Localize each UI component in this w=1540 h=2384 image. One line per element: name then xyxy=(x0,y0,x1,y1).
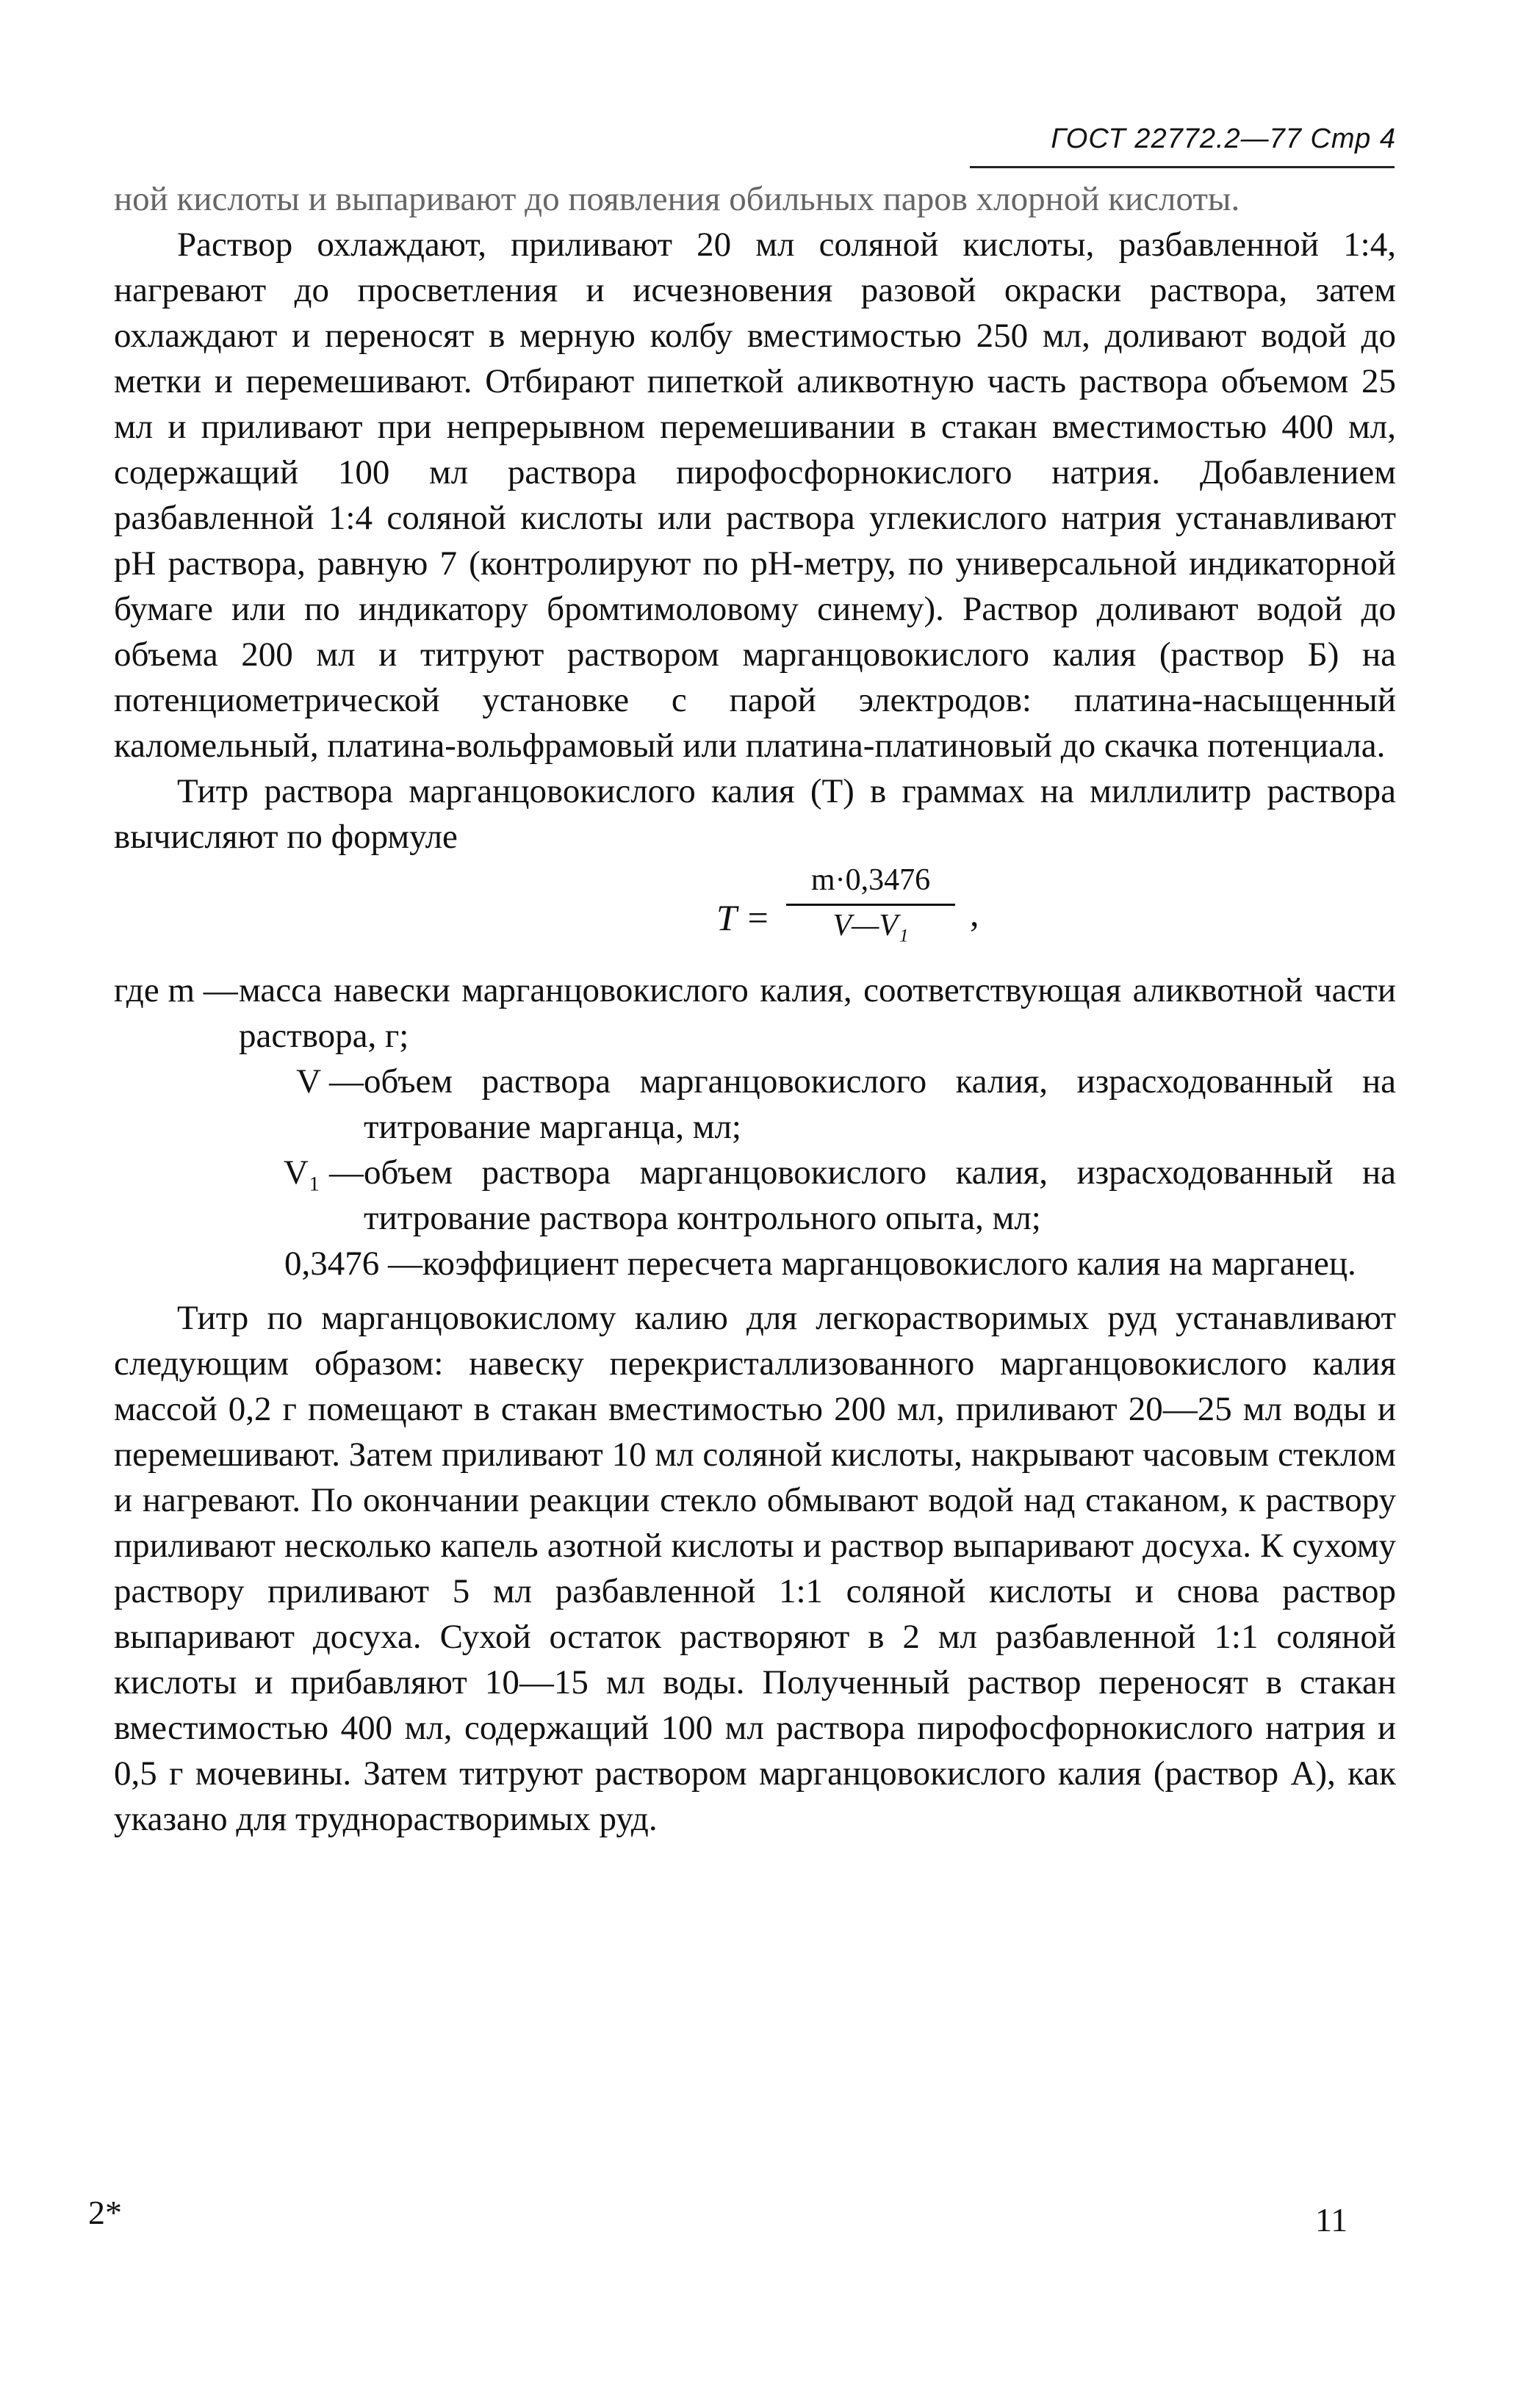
definition-item xyxy=(114,1059,1396,1150)
definition-text: объем раствора марганцовокислого калия, израсходованный на титрование марганца, мл; xyxy=(364,1062,1396,1146)
variable-definitions xyxy=(114,968,1396,1286)
definition-symbol: 0,3476 — xyxy=(284,1245,422,1283)
definition-text: коэффициент пересчета марганцовокислого калия на марганец. xyxy=(422,1245,1356,1283)
formula-comma: , xyxy=(970,893,979,934)
definition-item xyxy=(114,968,1396,1059)
page-body xyxy=(114,176,1396,1842)
page-header: ГОСТ 22772.2—77 Стр 4 xyxy=(1051,123,1396,154)
formula-denominator: V—V₁ xyxy=(832,909,909,943)
formula-lhs: T = xyxy=(716,897,771,938)
paragraph-continuation: ной кислоты и выпаривают до появления обильных паров хлорной кислоты. xyxy=(114,180,1240,218)
definition-text: объем раствора марганцовокислого калия, израсходованный на титрование раствора контрольного опыта, мл; xyxy=(364,1153,1396,1237)
page-number: 11 xyxy=(1315,2201,1348,2239)
paragraph-procedure: Раствор охлаждают, приливают 20 мл соляной кислоты, разбавленной 1:4, нагревают до просветления и исчезновения разовой окраски раствора, затем охлаждают и переносят в мерную колбу вместимостью 250 мл, доливают водой до метки и перемешивают. Отбирают пипеткой аликвотную часть раствора объемом 25 мл и приливают при непрерывном перемешивании в стакан вместимостью 400 мл, содержащий 100 мл раствора пирофосфорнокислого натрия. Добавлением разбавленной 1:4 соляной кислоты или раствора углекислого натрия устанавливают pH раствора, равную 7 (контролируют по pH-метру, по универсальной индикаторной бумаге или по индикатору бромтимоловому синему). Раствор доливают водой до объема 200 мл и титруют раствором марганцовокислого калия (раствор Б) на потенциометрической установке с парой электродов: платина-насыщенный каломельный, платина-вольфрамовый или платина-платиновый до скачка потенциала. xyxy=(114,226,1396,765)
definition-symbol: где m — xyxy=(114,971,238,1009)
definition-item xyxy=(114,1150,1396,1241)
definition-symbol: V — xyxy=(296,1062,364,1101)
formula-fraction-bar xyxy=(786,904,955,906)
paragraph-titer-intro: Титр раствора марганцовокислого калия (T) в граммах на миллилитр раствора вычисляют по формуле xyxy=(114,772,1396,856)
paragraph-titer-easy-ores: Титр по марганцовокислому калию для легкорастворимых руд устанавливают следующим образом: навеску перекристаллизованного марганцовокислого калия массой 0,2 г помещают в стакан вместимостью 200 мл, приливают 20—25 мл воды и перемешивают. Затем приливают 10 мл соляной кислоты, накрывают часовым стеклом и нагревают. По окончании реакции стекло обмывают водой над стаканом, к раствору приливают несколько капель азотной кислоты и раствор выпаривают досуха. К сухому раствору приливают 5 мл разбавленной 1:1 соляной кислоты и снова раствор выпаривают досуха. Сухой остаток растворяют в 2 мл разбавленной 1:1 соляной кислоты и прибавляют 10—15 мл воды. Полученный раствор переносят в стакан вместимостью 400 мл, содержащий 100 мл раствора пирофосфорнокислого натрия и 0,5 г мочевины. Затем титруют раствором марганцовокислого калия (раствор А), как указано для труднорастворимых руд. xyxy=(114,1299,1396,1838)
formula-numerator: m·0,3476 xyxy=(810,863,931,897)
definition-item xyxy=(114,1241,1396,1286)
definition-symbol: V₁ — xyxy=(283,1153,364,1192)
definition-text: масса навески марганцовокислого калия, соответствующая аликвотной части раствора, г; xyxy=(239,971,1396,1055)
header-rule xyxy=(970,166,1395,168)
footer-signature-mark: 2* xyxy=(88,2194,122,2231)
titer-formula xyxy=(114,863,1396,962)
